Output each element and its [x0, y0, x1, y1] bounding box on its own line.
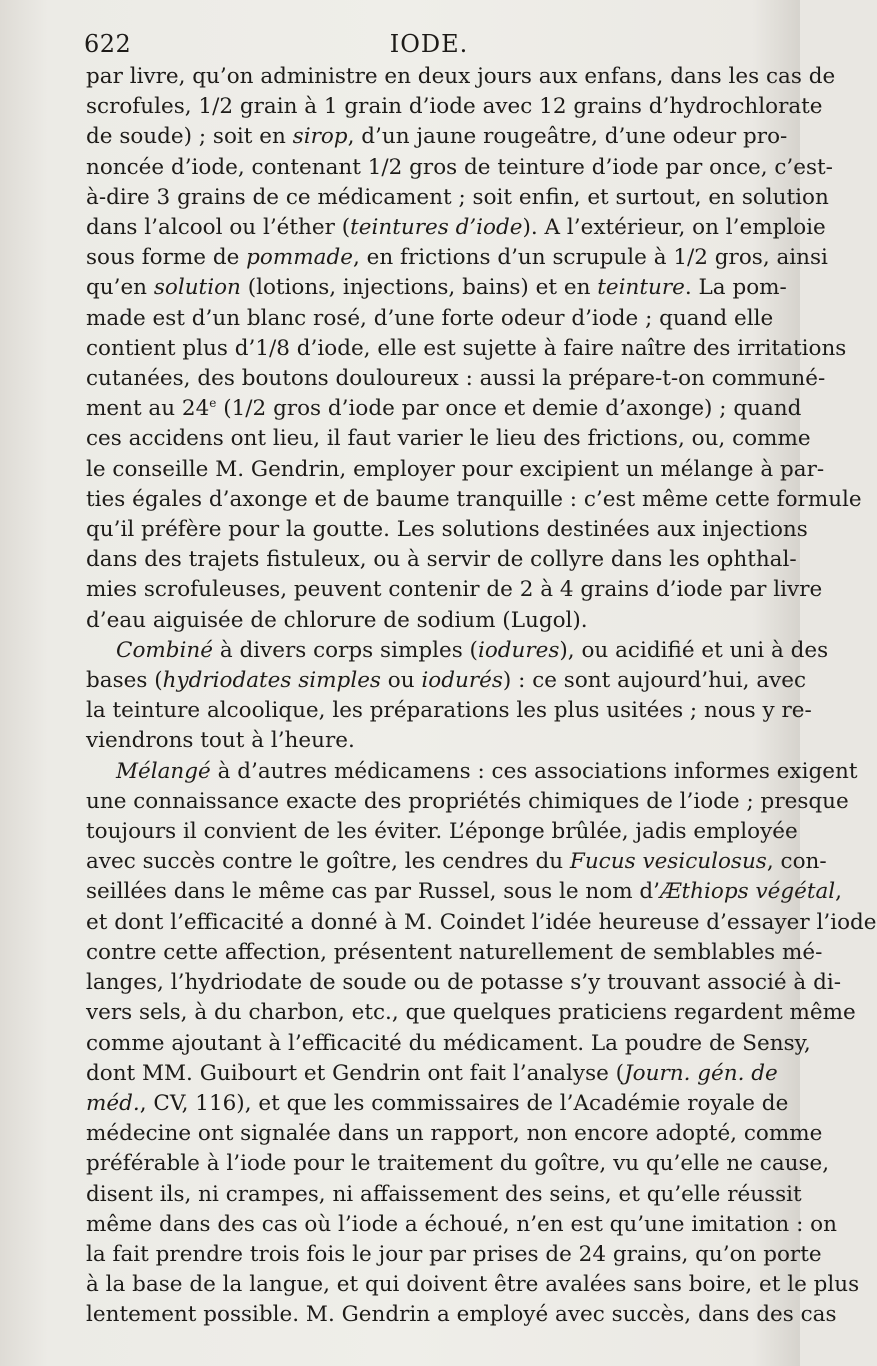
text-segment: toujours il convient de les éviter. L’éponge brûlée, jadis employée: [86, 819, 798, 845]
text-line: [86, 938, 823, 968]
text-line: [86, 636, 829, 666]
italic-term: Æthiops végétal: [660, 879, 836, 905]
italic-term: Combiné: [116, 637, 213, 663]
text-line: [86, 968, 841, 998]
text-line: [86, 606, 766, 636]
text-line: [86, 122, 788, 152]
text-segment: comme ajoutant à l’efficacité du médicament. La poudre de Sensy,: [86, 1030, 811, 1056]
text-segment: à d’autres médicamens : ces associations informes exigent: [210, 758, 858, 784]
italic-term: teinture: [597, 275, 685, 301]
text-line: [86, 817, 798, 847]
text-line: [86, 243, 828, 273]
text-segment: dont MM. Guibourt et Gendrin ont fait l’analyse (: [86, 1060, 625, 1086]
text-segment: viendrons tout à l’heure.: [86, 728, 355, 754]
text-segment: qu’il préfère pour la goutte. Les solutions destinées aux injections: [86, 517, 808, 543]
text-segment: sous forme de: [86, 245, 247, 271]
text-line: [86, 213, 826, 243]
text-segment: seillées dans le même cas par Russel, sous le nom d’: [86, 879, 661, 905]
text-line: [86, 394, 802, 424]
italic-term: Journ. gén. de: [624, 1060, 778, 1086]
text-segment: contient plus d’1/8 d’iode, elle est sujette à faire naître des irritations: [86, 335, 847, 361]
italic-term: solution: [153, 275, 241, 301]
text-line: [86, 1270, 860, 1300]
text-line: [86, 1029, 811, 1059]
text-segment: contre cette affection, présentent naturellement de semblables mé-: [86, 939, 823, 965]
text-line: [86, 1059, 778, 1089]
text-line: [86, 364, 826, 394]
text-segment: même dans des cas où l’iode a échoué, n’en est qu’une imitation : on: [86, 1211, 837, 1237]
text-segment: (1/2 gros d’iode par once et demie d’axonge) ; quand: [216, 396, 802, 422]
text-line: [86, 1300, 837, 1330]
text-segment: d’eau aiguisée de chlorure de sodium (Lugol).: [86, 607, 588, 633]
text-segment: et dont l’efficacité a donné à M. Coindet l’idée heureuse d’essayer l’iode: [86, 909, 877, 935]
text-segment: , en frictions d’un scrupule à 1/2 gros, ainsi: [352, 245, 828, 271]
running-title: IODE.: [389, 30, 469, 58]
text-line: [86, 757, 858, 787]
text-line: [86, 62, 836, 92]
text-line: [86, 1149, 830, 1179]
text-segment: ) : ce sont aujourd’hui, avec: [502, 668, 807, 694]
text-line: [86, 1210, 837, 1240]
text-line: [86, 666, 807, 696]
text-segment: à-dire 3 grains de ce médicament ; soit enfin, et surtout, en solution: [86, 184, 829, 210]
text-line: [86, 1089, 789, 1119]
text-segment: la teinture alcoolique, les préparations les plus usitées ; nous y re-: [86, 698, 812, 724]
italic-term: sirop: [292, 124, 348, 150]
text-segment: lentement possible. M. Gendrin a employé avec succès, dans des cas: [86, 1302, 837, 1328]
text-line: [86, 545, 797, 575]
text-segment: vers sels, à du charbon, etc., que quelques praticiens regardent même: [86, 1000, 856, 1026]
text-segment: avec succès contre le goître, les cendres du: [86, 849, 570, 875]
text-line: [86, 877, 843, 907]
italic-term: méd.: [86, 1090, 140, 1116]
page-number: 622: [84, 30, 132, 58]
text-line: [86, 575, 823, 605]
text-line: [86, 847, 827, 877]
text-line: [86, 273, 787, 303]
italic-term: iodures: [477, 637, 560, 663]
text-segment: médecine ont signalée dans un rapport, non encore adopté, comme: [86, 1121, 823, 1147]
running-head: [84, 26, 774, 66]
italic-term: Mélangé: [116, 758, 211, 784]
italic-term: pommade: [246, 245, 353, 271]
text-line: [86, 92, 823, 122]
text-line: [86, 1119, 823, 1149]
text-line: [86, 998, 856, 1028]
text-segment: à divers corps simples (: [213, 637, 478, 663]
text-line: [86, 696, 812, 726]
text-segment: , CV, 116), et que les commissaires de l’Académie royale de: [139, 1090, 789, 1116]
text-segment: mies scrofuleuses, peuvent contenir de 2 à 4 grains d’iode par livre: [86, 577, 823, 603]
text-segment: , con-: [766, 849, 827, 875]
superscript: e: [209, 396, 217, 411]
text-segment: langes, l’hydriodate de soude ou de potasse s’y trouvant associé à di-: [86, 970, 841, 996]
italic-term: iodurés: [421, 668, 503, 694]
text-segment: cutanées, des boutons douloureux : aussi la prépare-t-on communé-: [86, 366, 826, 392]
text-line: [86, 304, 774, 334]
text-line: [86, 1240, 822, 1270]
text-segment: dans des trajets fistuleux, ou à servir de collyre dans les ophthal-: [86, 547, 797, 573]
text-segment: de soude) ; soit en: [86, 124, 293, 150]
text-line: [86, 334, 847, 364]
text-segment: made est d’un blanc rosé, d’une forte odeur d’iode ; quand elle: [86, 305, 774, 331]
body-text: [86, 62, 877, 1331]
text-segment: par livre, qu’on administre en deux jours aux enfans, dans les cas de: [86, 64, 836, 89]
text-segment: ment au 24: [86, 396, 210, 422]
text-segment: disent ils, ni crampes, ni affaissement des seins, et qu’elle réussit: [86, 1181, 802, 1207]
text-line: [86, 726, 766, 756]
text-segment: ces accidens ont lieu, il faut varier le lieu des frictions, ou, comme: [86, 426, 811, 452]
text-segment: ), ou acidifié et uni à des: [559, 637, 829, 663]
text-line: [86, 455, 825, 485]
text-segment: ,: [835, 879, 843, 905]
text-segment: qu’en: [86, 275, 154, 301]
text-line: [86, 153, 833, 183]
text-segment: , d’un jaune rougeâtre, d’une odeur pro-: [347, 124, 788, 150]
text-segment: préférable à l’iode pour le traitement du goître, vu qu’elle ne cause,: [86, 1151, 830, 1177]
italic-term: teintures d’iode: [350, 215, 523, 241]
text-segment: ties égales d’axonge et de baume tranquille : c’est même cette formule: [86, 486, 862, 512]
text-line: [86, 1180, 802, 1210]
italic-term: hydriodates simples: [162, 668, 381, 694]
text-line: [86, 515, 808, 545]
text-segment: . La pom-: [684, 275, 787, 301]
text-line: [86, 908, 877, 938]
text-segment: la fait prendre trois fois le jour par prises de 24 grains, qu’on porte: [86, 1241, 822, 1267]
text-segment: ). A l’extérieur, on l’emploie: [522, 215, 826, 241]
text-line: [86, 485, 862, 515]
text-segment: scrofules, 1/2 grain à 1 grain d’iode avec 12 grains d’hydrochlorate: [86, 94, 823, 120]
text-segment: noncée d’iode, contenant 1/2 gros de teinture d’iode par once, c’est-: [86, 154, 833, 180]
text-segment: (lotions, injections, bains) et en: [240, 275, 598, 301]
text-segment: le conseille M. Gendrin, employer pour excipient un mélange à par-: [86, 456, 825, 482]
text-line: [86, 183, 829, 213]
text-segment: à la base de la langue, et qui doivent être avalées sans boire, et le plus: [86, 1272, 860, 1298]
text-segment: bases (: [86, 668, 163, 694]
text-segment: une connaissance exacte des propriétés chimiques de l’iode ; presque: [86, 788, 849, 814]
text-line: [86, 424, 811, 454]
text-line: [86, 787, 849, 817]
italic-term: Fucus vesiculosus: [569, 849, 767, 875]
text-segment: dans l’alcool ou l’éther (: [86, 215, 351, 241]
text-segment: ou: [380, 668, 422, 694]
